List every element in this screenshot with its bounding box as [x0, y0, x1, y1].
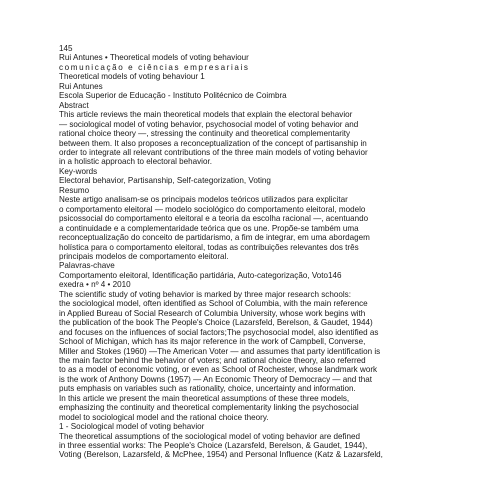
author-name: Rui Antunes [59, 81, 103, 91]
resumo-line: principais modelos de comportamento eleitoral. [59, 251, 229, 261]
body-line: and focuses on the influences of social factors;The psychosocial model, also identified as [59, 327, 379, 337]
resumo-line: Neste artigo analisam-se os principais modelos teóricos utilizados para explicitar [59, 195, 348, 205]
body-line: Miller and Stokes (1960) —The American Voter — and assumes that party identification is [59, 346, 381, 356]
body-line: The scientific study of voting behavior is marked by three major research schools: [59, 289, 351, 299]
article-title: Theoretical models of voting behaviour 1 [59, 72, 205, 82]
abstract-line: This article reviews the main theoretical models that explain the electoral behavior [59, 110, 353, 120]
body-line: in Applied Bureau of Social Research of Columbia University, whose work begins with [59, 308, 366, 318]
page-text [59, 44, 439, 460]
palavras-chave-text: Comportamento eleitoral, Identificação partidária, Auto-categorização, Voto146 [59, 270, 342, 280]
abstract-line: in a holistic approach to electoral behavior. [59, 157, 212, 167]
body-line: Voting (Berelson, Lazarsfeld, & McPhee, 1954) and Personal Influence (Katz & Lazarsfeld, [59, 450, 383, 460]
palavras-chave-heading: Palavras-chave [59, 261, 115, 271]
resumo-line: holística para o comportamento eleitoral, todas as contribuições relevantes dos três [59, 242, 359, 252]
abstract-heading: Abstract [59, 100, 89, 110]
body-line: is the work of Anthony Downs (1957) — An Economic Theory of Democracy — and that [59, 374, 372, 384]
resumo-line: reconceptualização do conceito de partidarismo, a fim de integrar, em uma abordagem [59, 233, 370, 243]
body-line: the sociological model, often identified as School of Columbia, with the main reference [59, 299, 368, 309]
body-line: in three essential works: The People's Choice (Lazarsfeld, Berelson, & Gaudet, 1944), [59, 441, 368, 451]
running-header: Rui Antunes • Theoretical models of voting behaviour [59, 53, 249, 63]
abstract-line: order to integrate all relevant contributions of the three main models of voting behavior [59, 147, 368, 157]
body-line: School of Michigan, which has its major reference in the work of Campbell, Converse, [59, 337, 366, 347]
body-line: the publication of the book The People's Choice (Lazarsfeld, Berelson, & Gaudet, 1944) [59, 318, 373, 328]
body-line: to as a model of economic voting, or even as School of Rochester, whose landmark work [59, 365, 378, 375]
resumo-line: o comportamento eleitoral — modelo sociológico do comportamento eleitoral, modelo [59, 204, 366, 214]
section-heading: 1 - Sociological model of voting behavior [59, 422, 205, 432]
abstract-line: between them. It also proposes a reconceptualization of the concept of partisanship in [59, 138, 367, 148]
body-line: model to sociological model and the rational choice theory. [59, 412, 269, 422]
page-number: 145 [59, 44, 73, 53]
issue-line: exedra • nº 4 • 2010 [59, 280, 131, 290]
body-line: The theoretical assumptions of the sociological model of voting behavior are defined [59, 431, 360, 441]
resumo-heading: Resumo [59, 185, 90, 195]
keywords-heading: Key-words [59, 166, 98, 176]
author-affiliation: Escola Superior de Educação - Instituto Politécnico de Coimbra [59, 91, 287, 101]
journal-banner: comunicação e ciências empresariais [59, 62, 250, 72]
body-line: puts emphasis on variables such as rationality, choice, uncertainty and information. [59, 384, 356, 394]
body-line: emphasizing the continuity and theoretical complementarity linking the psychosocial [59, 403, 359, 413]
body-line: the main factor behind the behavior of voters; and rational choice theory, also referred [59, 355, 366, 365]
abstract-line: — sociological model of voting behavior, psychosocial model of voting behavior and [59, 119, 359, 129]
abstract-line: rational choice theory —, stressing the continuity and theoretical complementarity [59, 129, 351, 139]
body-line: In this article we present the main theoretical assumptions of these three models, [59, 393, 350, 403]
keywords-text: Electoral behavior, Partisanship, Self-categorization, Voting [59, 176, 271, 186]
resumo-line: a continuidade e a complementaridade teórica que os une. Propõe-se também uma [59, 223, 359, 233]
resumo-line: psicossocial do comportamento eleitoral e a teoria da escolha racional —, acentuando [59, 214, 369, 224]
